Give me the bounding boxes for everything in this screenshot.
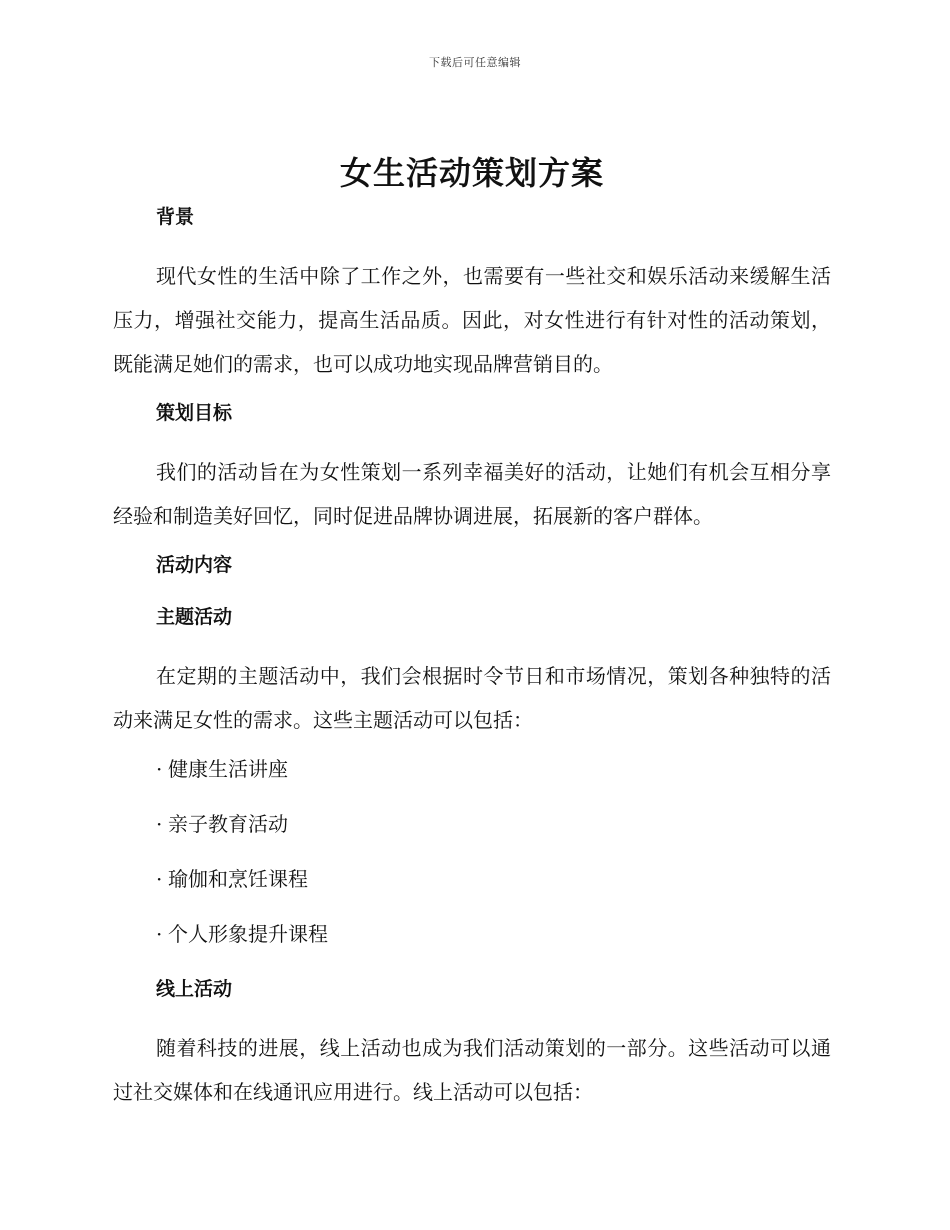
list-item-text: 亲子教育活动 [168,812,288,836]
bullet-icon: · [156,812,163,836]
online-paragraph: 随着科技的进展，线上活动也成为我们活动策划的一部分。这些活动可以通过社交媒体和在线通讯应用进行。线上活动可以包括： [113,1036,831,1104]
theme-paragraph: 在定期的主题活动中，我们会根据时令节日和市场情况，策划各种独特的活动来满足女性的需求。这些主题活动可以包括： [113,664,831,732]
document-body [113,148,831,1126]
goal-paragraph: 我们的活动旨在为女性策划一系列幸福美好的活动，让她们有机会互相分享经验和制造美好回忆，同时促进品牌协调进展，拓展新的客户群体。 [113,460,831,528]
list-item [113,754,831,784]
goal-heading: 策划目标 [156,402,233,424]
list-item-text: 瑜伽和烹饪课程 [168,867,308,891]
list-item [113,864,831,894]
list-item-text: 健康生活讲座 [168,757,288,781]
theme-heading: 主题活动 [156,606,233,628]
list-item [113,809,831,839]
bullet-icon: · [156,757,163,781]
content-heading: 活动内容 [156,554,233,576]
list-item [113,919,831,949]
bullet-icon: · [156,867,163,891]
document-title: 女生活动策划方案 [339,154,604,192]
bullet-icon: · [156,922,163,946]
online-heading: 线上活动 [156,978,233,1000]
background-paragraph: 现代女性的生活中除了工作之外，也需要有一些社交和娱乐活动来缓解生活压力，增强社交能力，提高生活品质。因此，对女性进行有针对性的活动策划，既能满足她们的需求，也可以成功地实现品牌营销目的。 [113,264,831,376]
background-heading: 背景 [156,206,195,228]
list-item-text: 个人形象提升课程 [168,922,328,946]
page-header: 下载后可任意编辑 [429,56,521,69]
